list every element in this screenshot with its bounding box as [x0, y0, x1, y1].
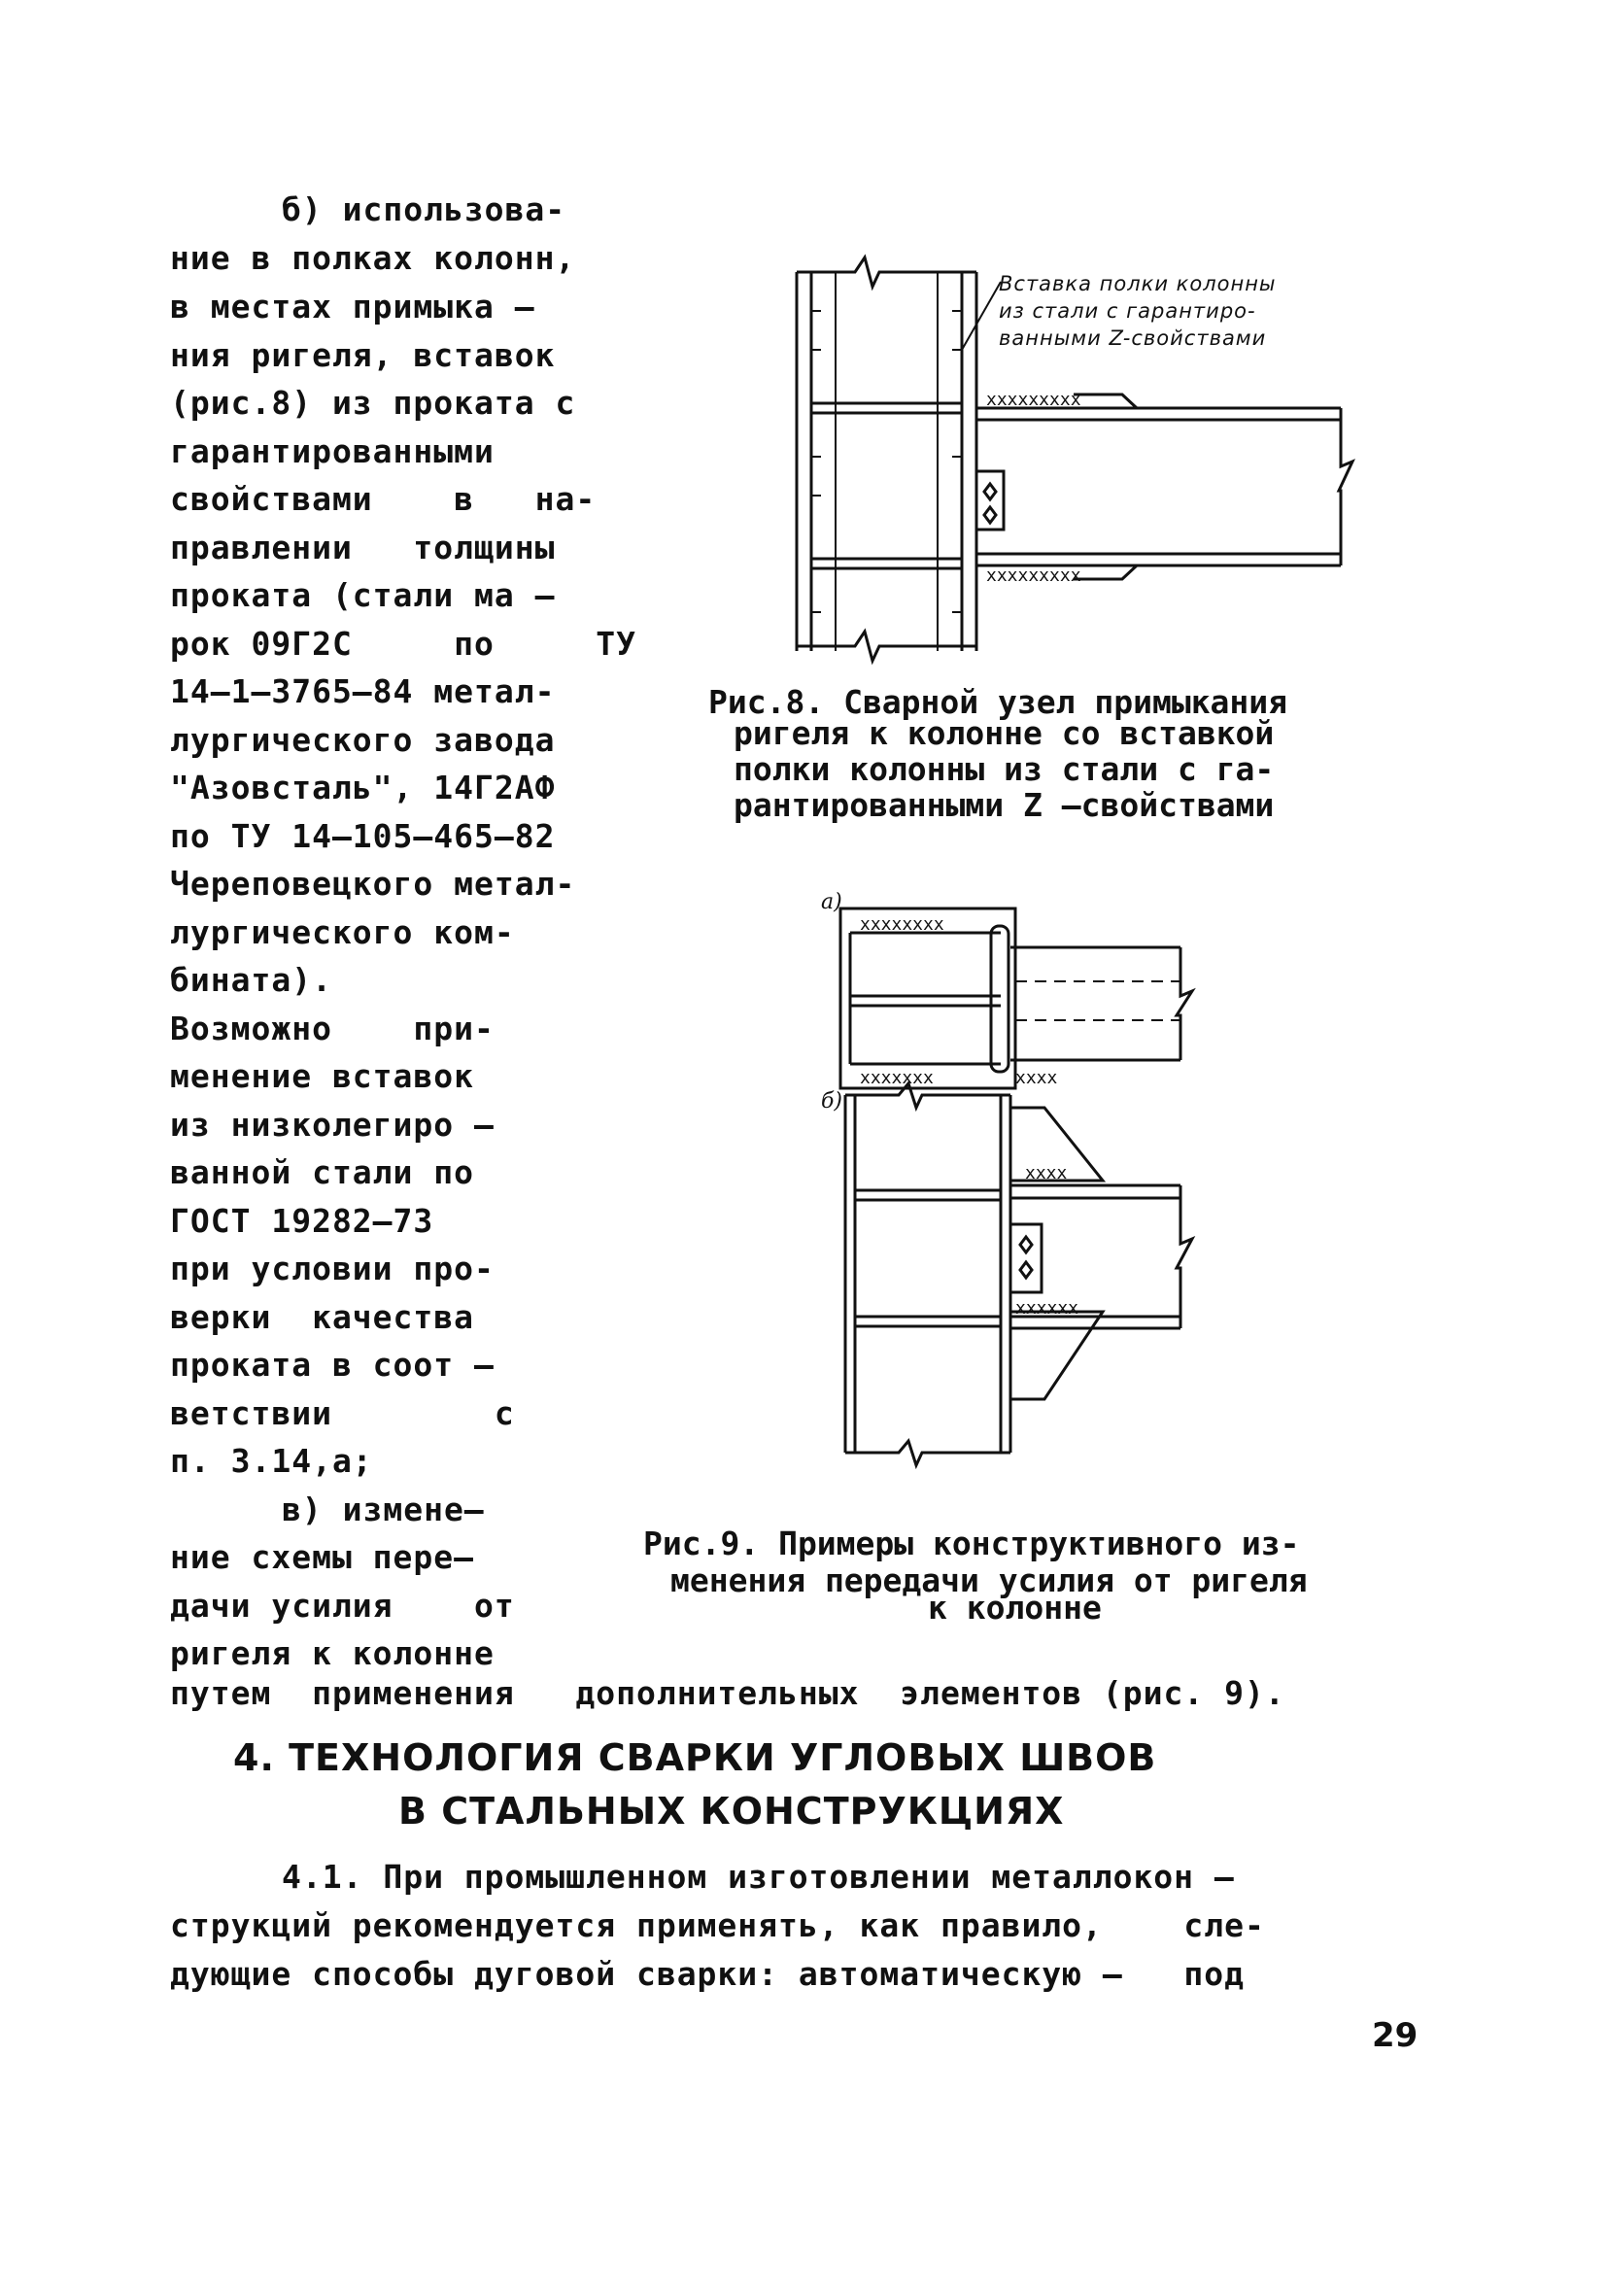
left-line-21: ГОСТ 19282–73: [170, 1202, 434, 1240]
svg-text:xxxx: xxxx: [1015, 1068, 1058, 1088]
fig9-label-b: б): [821, 1089, 843, 1114]
left-line-28: ние схемы пере–: [170, 1538, 475, 1576]
left-line-27: в) измене–: [282, 1491, 485, 1528]
left-line-16: бината).: [170, 961, 332, 999]
left-line-11: лургического завода: [170, 721, 556, 759]
svg-text:xxxxxxxx: xxxxxxxx: [860, 914, 944, 935]
callout-line-1: из стали с гарантиро-: [999, 299, 1256, 323]
full-width-line: путем применения дополнительных элементов (рис. 9).: [170, 1674, 1285, 1712]
fig8-caption-line-0: Рис.8. Сварной узел примыкания: [708, 683, 1288, 721]
left-line-18: менение вставок: [170, 1057, 475, 1095]
page-number: 29: [1372, 2016, 1419, 2055]
svg-text:xxxxxxxxx: xxxxxxxxx: [986, 565, 1081, 586]
section-title-line-1: 4. ТЕХНОЛОГИЯ СВАРКИ УГЛОВЫХ ШВОВ: [233, 1736, 1157, 1779]
fig9-caption-line-2: к колонне: [928, 1589, 1102, 1627]
left-line-29: дачи усилия от: [170, 1587, 515, 1625]
left-line-15: лургического ком-: [170, 913, 515, 951]
fig9-caption-line-0: Рис.9. Примеры конструктивного из-: [643, 1525, 1300, 1562]
left-line-30: ригеля к колонне: [170, 1634, 495, 1672]
left-line-4: (рис.8) из проката с: [170, 384, 576, 422]
callout-line-2: ванными Z-свойствами: [999, 326, 1267, 350]
callout-line-0: Вставка полки колонны: [999, 272, 1277, 295]
left-line-2: в местах примыка –: [170, 288, 535, 326]
section-title-line-2: В СТАЛЬНЫХ КОНСТРУКЦИЯХ: [398, 1790, 1065, 1833]
para-line-0: 4.1. При промышленном изготовлении металлокон –: [282, 1858, 1235, 1896]
svg-text:xxxxxxx: xxxxxxx: [860, 1068, 934, 1088]
figure-8-callout: [999, 270, 1277, 352]
left-line-14: Череповецкого метал-: [170, 865, 576, 903]
left-line-7: правлении толщины: [170, 529, 556, 566]
left-line-10: 14–1–3765–84 метал-: [170, 672, 556, 710]
left-line-12: "Азовсталь", 14Г2АФ: [170, 769, 556, 806]
left-line-6: свойствами в на-: [170, 480, 597, 518]
fig8-caption-line-3: рантированными Z –свойствами: [734, 786, 1275, 824]
fig9-caption-line-1: менения передачи усилия от ригеля: [670, 1561, 1308, 1599]
svg-text:xxxxxxxxx: xxxxxxxxx: [986, 390, 1081, 410]
svg-text:xxxxxx: xxxxxx: [1015, 1298, 1079, 1319]
left-line-22: при условии про-: [170, 1250, 495, 1287]
left-line-24: проката в соот –: [170, 1346, 495, 1384]
left-line-23: верки качества: [170, 1298, 475, 1336]
left-line-5: гарантированными: [170, 432, 495, 470]
fig8-caption-line-2: полки колонны из стали с га-: [734, 750, 1275, 788]
left-line-13: по ТУ 14–105–465–82: [170, 817, 556, 855]
svg-text:xxxx: xxxx: [1025, 1163, 1068, 1183]
fig9-label-a: а): [821, 890, 842, 914]
para-line-1: струкций рекомендуется применять, как правило, сле-: [170, 1906, 1265, 1944]
left-line-20: ванной стали по: [170, 1153, 475, 1191]
para-line-2: дующие способы дуговой сварки: автоматическую – под: [170, 1955, 1245, 1993]
left-line-1: ние в полках колонн,: [170, 239, 576, 277]
left-line-25: ветствии с: [170, 1394, 515, 1432]
left-line-3: ния ригеля, вставок: [170, 336, 556, 374]
left-line-19: из низколегиро –: [170, 1106, 495, 1144]
left-line-0: б) использова-: [282, 190, 566, 228]
left-line-26: п. 3.14,а;: [170, 1442, 373, 1480]
left-line-8: проката (стали ма –: [170, 576, 556, 614]
figure-9-drawing: [821, 889, 1307, 1472]
fig8-caption-line-1: ригеля к колонне со вставкой: [734, 714, 1275, 752]
left-line-17: Возможно при-: [170, 1010, 495, 1047]
left-line-9: рок 09Г2С по ТУ: [170, 625, 636, 663]
